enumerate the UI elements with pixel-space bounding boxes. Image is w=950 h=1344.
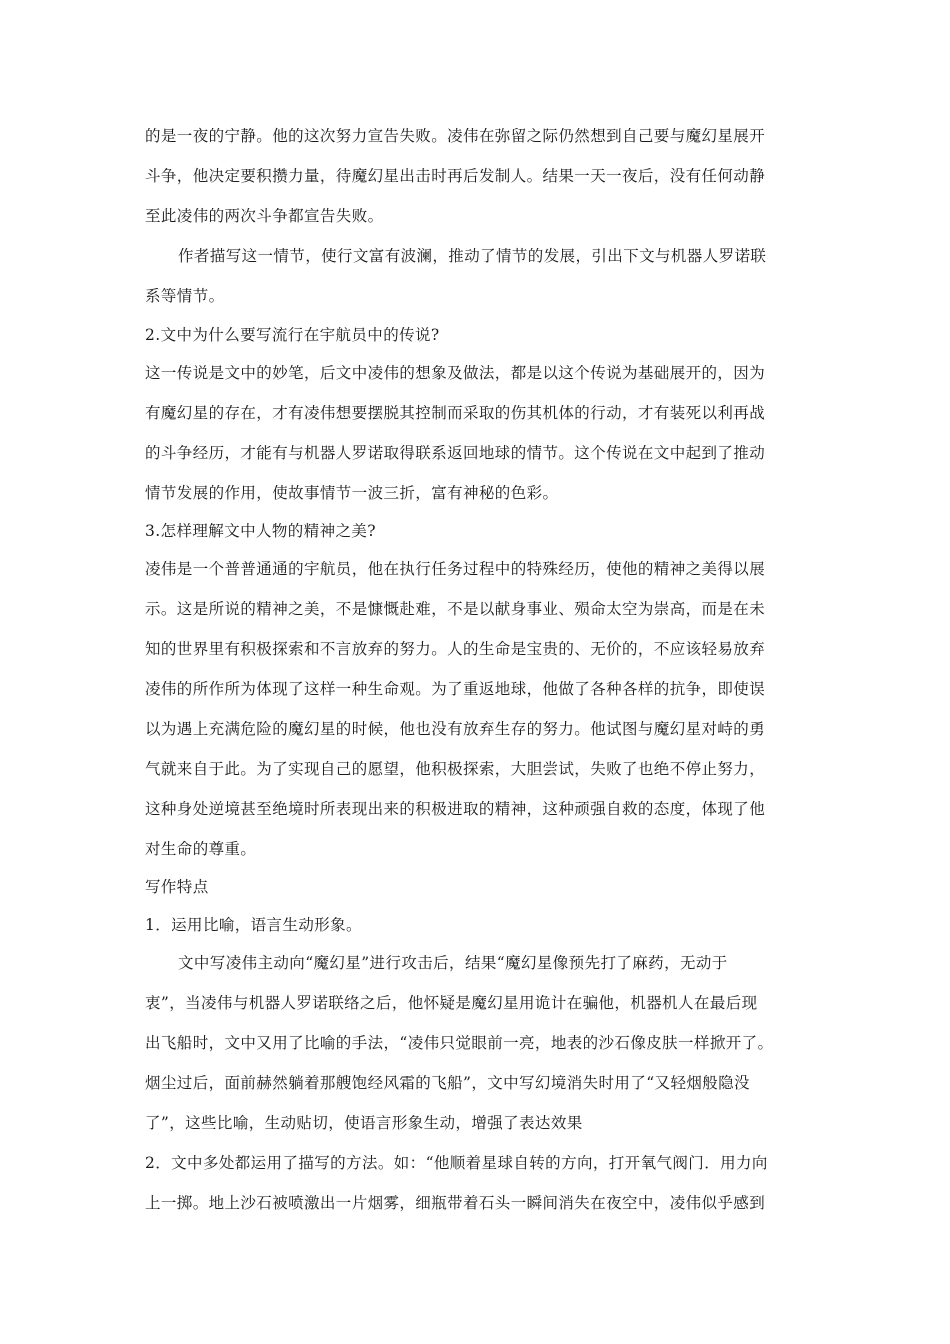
text-line: 斗争，他决定要积攒力量，待魔幻星出击时再后发制人。结果一天一夜后，没有任何动静 [145, 167, 766, 185]
text-line: 出飞船时，文中又用了比喻的手法，“凌伟只觉眼前一亮，地表的沙石像皮肤一样掀开了。 [145, 1034, 774, 1052]
text-line: 凌伟是一个普普通通的宇航员，他在执行任务过程中的特殊经历，使他的精神之美得以展 [145, 560, 766, 578]
text-line: 的是一夜的宁静。他的这次努力宣告失败。凌伟在弥留之际仍然想到自己要与魔幻星展开 [145, 127, 766, 145]
text-line: 至此凌伟的两次斗争都宣告失败。 [145, 207, 384, 225]
question-heading: 2.文中为什么要写流行在宇航员中的传说? [145, 326, 440, 344]
text-line: 示。这是所说的精神之美，不是慷慨赴难，不是以献身事业、殒命太空为崇高，而是在未 [145, 600, 766, 618]
text-line: 情节发展的作用，使故事情节一波三折，富有神秘的色彩。 [145, 484, 559, 502]
text-line: 有魔幻星的存在，才有凌伟想要摆脱其控制而采取的伤其机体的行动，才有装死以利再战 [145, 404, 766, 422]
text-line: 气就来自于此。为了实现自己的愿望，他积极探索，大胆尝试，失败了也绝不停止努力， [145, 760, 766, 778]
text-line: 对生命的尊重。 [145, 840, 257, 858]
text-line: 这种身处逆境甚至绝境时所表现出来的积极进取的精神，这种顽强自救的态度，体现了他 [145, 800, 766, 818]
subsection-heading: 1．运用比喻，语言生动形象。 [145, 916, 362, 934]
text-line: 衷”，当凌伟与机器人罗诺联络之后，他怀疑是魔幻星用诡计在骗他，机器机人在最后现 [145, 994, 758, 1012]
text-line: 烟尘过后，面前赫然躺着那艘饱经风霜的飞船”，文中写幻境消失时用了“又轻烟般隐没 [145, 1074, 750, 1092]
text-line: 上一掷。地上沙石被喷激出一片烟雾，细瓶带着石头一瞬间消失在夜空中，凌伟似乎感到 [145, 1194, 766, 1212]
text-line: 这一传说是文中的妙笔，后文中凌伟的想象及做法，都是以这个传说为基础展开的，因为 [145, 364, 766, 382]
text-line: 作者描写这一情节，使行文富有波澜，推动了情节的发展，引出下文与机器人罗诺联 [178, 247, 767, 265]
text-line: 文中写凌伟主动向“魔幻星”进行攻击后，结果“魔幻星像预先打了麻药，无动于 [178, 954, 728, 972]
question-heading: 3.怎样理解文中人物的精神之美? [145, 522, 376, 540]
text-line: 以为遇上充满危险的魔幻星的时候，他也没有放弃生存的努力。他试图与魔幻星对峙的勇 [145, 720, 766, 738]
section-heading: 写作特点 [145, 878, 209, 896]
subsection-heading: 2．文中多处都运用了描写的方法。如：“他顺着星球自转的方向，打开氧气阀门．用力向 [145, 1154, 768, 1172]
text-line: 系等情节。 [145, 287, 225, 305]
text-line: 的斗争经历，才能有与机器人罗诺取得联系返回地球的情节。这个传说在文中起到了推动 [145, 444, 766, 462]
text-line: 凌伟的所作所为体现了这样一种生命观。为了重返地球，他做了各种各样的抗争，即使误 [145, 680, 766, 698]
text-line: 了”，这些比喻，生动贴切，使语言形象生动，增强了表达效果 [145, 1114, 583, 1132]
text-line: 知的世界里有积极探索和不言放弃的努力。人的生命是宝贵的、无价的，不应该轻易放弃 [145, 640, 766, 658]
